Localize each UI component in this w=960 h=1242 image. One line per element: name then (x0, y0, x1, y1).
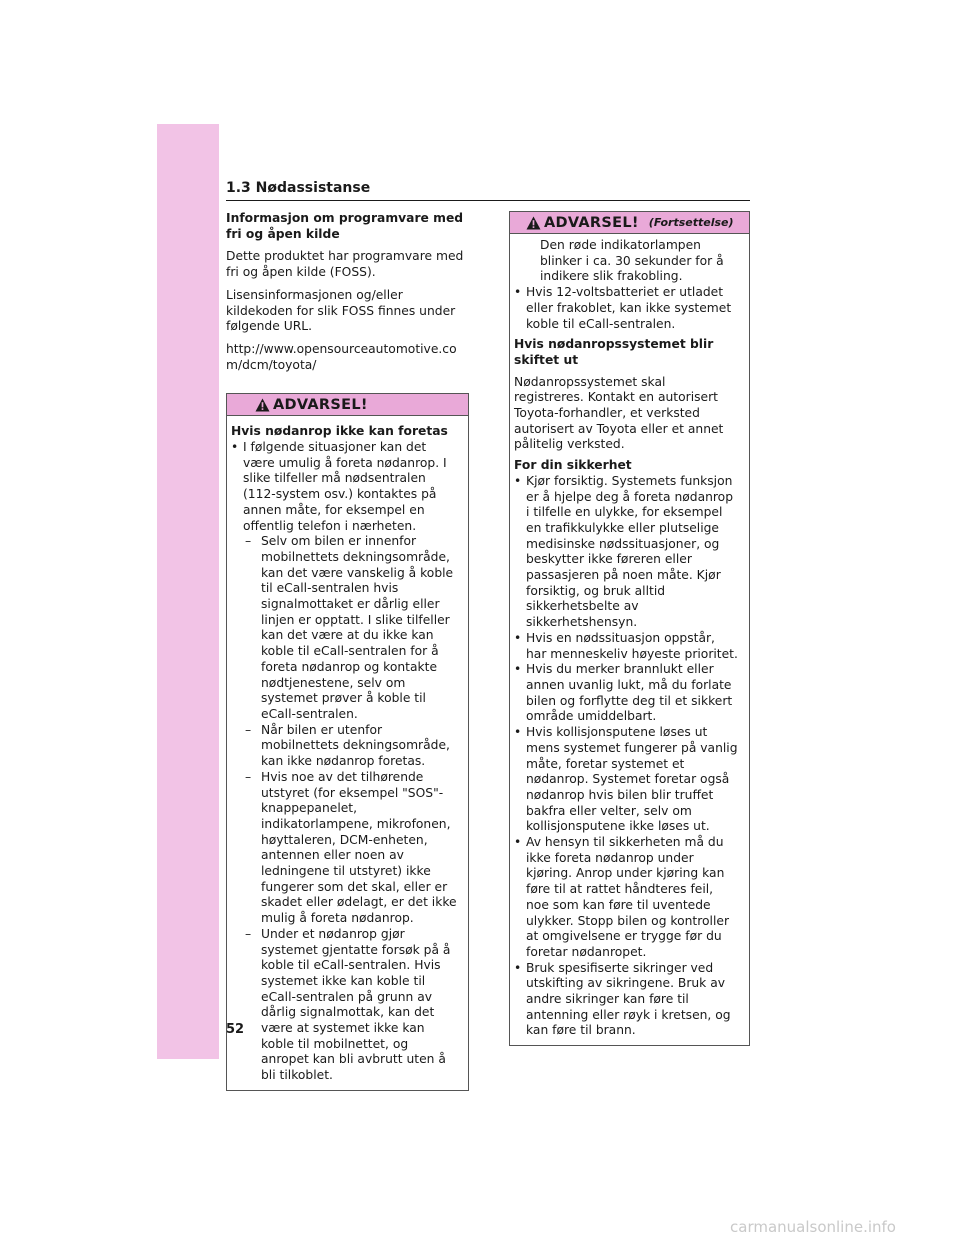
chapter-tab (157, 124, 219, 1059)
warning-box (226, 393, 469, 1091)
sub-list-item: – Selv om bilen er innenfor mobilnettets dekningsområde, kan det være vanskelig å koble til eCall-sentralen hvis signalmottaket er dårlig eller linjen er opptatt. I slike tilfeller kan det være at du ikke kan koble til eCall-sentralen for å foreta nødanrop og kontakte nødtjenestene, selv om systemet prøver å koble til eCall-sentralen. (245, 534, 454, 721)
warning-heading: Hvis nødanrop ikke kan foretas (231, 424, 448, 439)
section-title: 1.3 Nødassistanse (226, 180, 371, 196)
list-item: • Hvis du merker brannlukt eller annen uvanlig lukt, må du forlate bilen og forflytte deg til et sikkert område umiddelbart. (514, 662, 733, 724)
sub-list-item: – Under et nødanrop gjør systemet gjentatte forsøk på å koble til eCall-sentralen. Hvis systemet ikke kan koble til eCall-sentralen på grunn av dårlig signalmottak, kan det være at systemet ikke kan koble til mobilnettet, og anropet kan bli avbrutt uten å bli tilkoblet. (245, 926, 451, 1083)
list-item: • Bruk spesifiserte sikringer ved utskifting av sikringene. Bruk av andre sikringer kan føre til antenning eller røyk i kretsen, og kan føre til brann. (514, 960, 731, 1038)
warning-title: ADVARSEL! (273, 396, 368, 413)
warning-icon (526, 216, 541, 230)
dash-marker: – (245, 534, 252, 549)
replace-paragraph: Nødanropssystemet skal registreres. Kontakt en autorisert Toyota-forhandler, et verksted autorisert av Toyota eller et annet pålitelig verksted. (514, 374, 724, 452)
list-item: • Kjør forsiktig. Systemets funksjon er å hjelpe deg å foreta nødanrop i tilfelle en ulykke, for eksempel en trafikkulykke eller plutselige medisinske nødssituasjoner, og beskytter ikke føreren eller passasjeren på noen måte. Kjør forsiktig, og bruk alltid sikkerhetsbelte av sikkerhetshensyn. (514, 473, 734, 630)
bullet-marker: • (231, 440, 239, 455)
bullet-marker: • (514, 662, 522, 677)
dash-marker: – (245, 926, 252, 941)
page-number: 52 (226, 1022, 245, 1037)
bullet-marker: • (514, 960, 522, 975)
list-item: • Hvis en nødssituasjon oppstår, har menneskeliv høyeste prioritet. (514, 630, 738, 661)
bullet-marker: • (514, 473, 522, 488)
bullet-marker: • (514, 725, 522, 740)
warning-body (227, 416, 468, 1090)
warning-body (510, 234, 749, 1045)
dash-marker: – (245, 769, 252, 784)
bullet-marker: • (514, 285, 522, 300)
list-item: • Hvis kollisjonsputene løses ut mens systemet fungerer på vanlig måte, foretar systemet et nødanrop. Systemet foretar også nødanrop hvis bilen blir truffet bakfra eller velter, selv om kollisjonsputene ikke løses ut. (514, 725, 738, 834)
list-item: • Hvis 12-voltsbatteriet er utladet eller frakoblet, kan ikke systemet koble til eCall-sentralen. (514, 285, 732, 331)
bullet-marker: • (514, 630, 522, 645)
continued-label: (Fortsettelse) (648, 216, 734, 229)
foss-url: http://www.opensourceautomotive.com/dcm/toyota/ (226, 341, 457, 372)
foss-paragraph-1: Dette produktet har programvare med fri og åpen kilde (FOSS). (226, 249, 464, 280)
replace-heading: Hvis nødanropssystemet blir skiftet ut (514, 337, 714, 367)
foss-paragraph-2: Lisensinformasjonen og/eller kildekoden for slik FOSS finnes under følgende URL. (226, 287, 456, 334)
dash-marker: – (245, 722, 252, 737)
sub-list-item: – Når bilen er utenfor mobilnettets dekningsområde, kan ikke nødanrop foretas. (245, 722, 450, 769)
continued-text: Den røde indikatorlampen blinker i ca. 30 sekunder for å indikere slik frakobling. (540, 238, 724, 284)
safety-heading: For din sikkerhet (514, 458, 632, 473)
section-header (226, 180, 750, 201)
watermark: carmanualsonline.info (730, 1218, 896, 1236)
warning-box-continued (509, 211, 750, 1046)
left-column (226, 211, 469, 1091)
right-column (509, 211, 750, 1046)
foss-heading: Informasjon om programvare med fri og åpen kilde (226, 211, 464, 241)
warning-header (227, 394, 468, 416)
warning-header (510, 212, 749, 234)
list-item: • Av hensyn til sikkerheten må du ikke foreta nødanrop under kjøring. Anrop under kjøring kan føre til at rattet håndteres feil, noe som kan føre til uventede ulykker. Stopp bilen og kontroller at omgivelsene er trygge før du foretar nødanropet. (514, 835, 730, 959)
sub-list-item: – Hvis noe av det tilhørende utstyret (for eksempel "SOS"-knappepanelet, indikatorlampene, mikrofonen, høyttaleren, DCM-enheten, antennen eller noen av ledningene til utstyret) ikke fungerer som det skal, eller er skadet eller ødelagt, er det ikke mulig å foreta nødanrop. (245, 769, 457, 926)
bullet-marker: • (514, 835, 522, 850)
warning-icon (255, 398, 270, 412)
warning-title: ADVARSEL! (544, 214, 639, 231)
list-item: • I følgende situasjoner kan det være umulig å foreta nødanrop. I slike tilfeller må nødsentralen (112-system osv.) kontaktes på annen måte, for eksempel en offentlig telefon i nærheten. (231, 440, 447, 533)
